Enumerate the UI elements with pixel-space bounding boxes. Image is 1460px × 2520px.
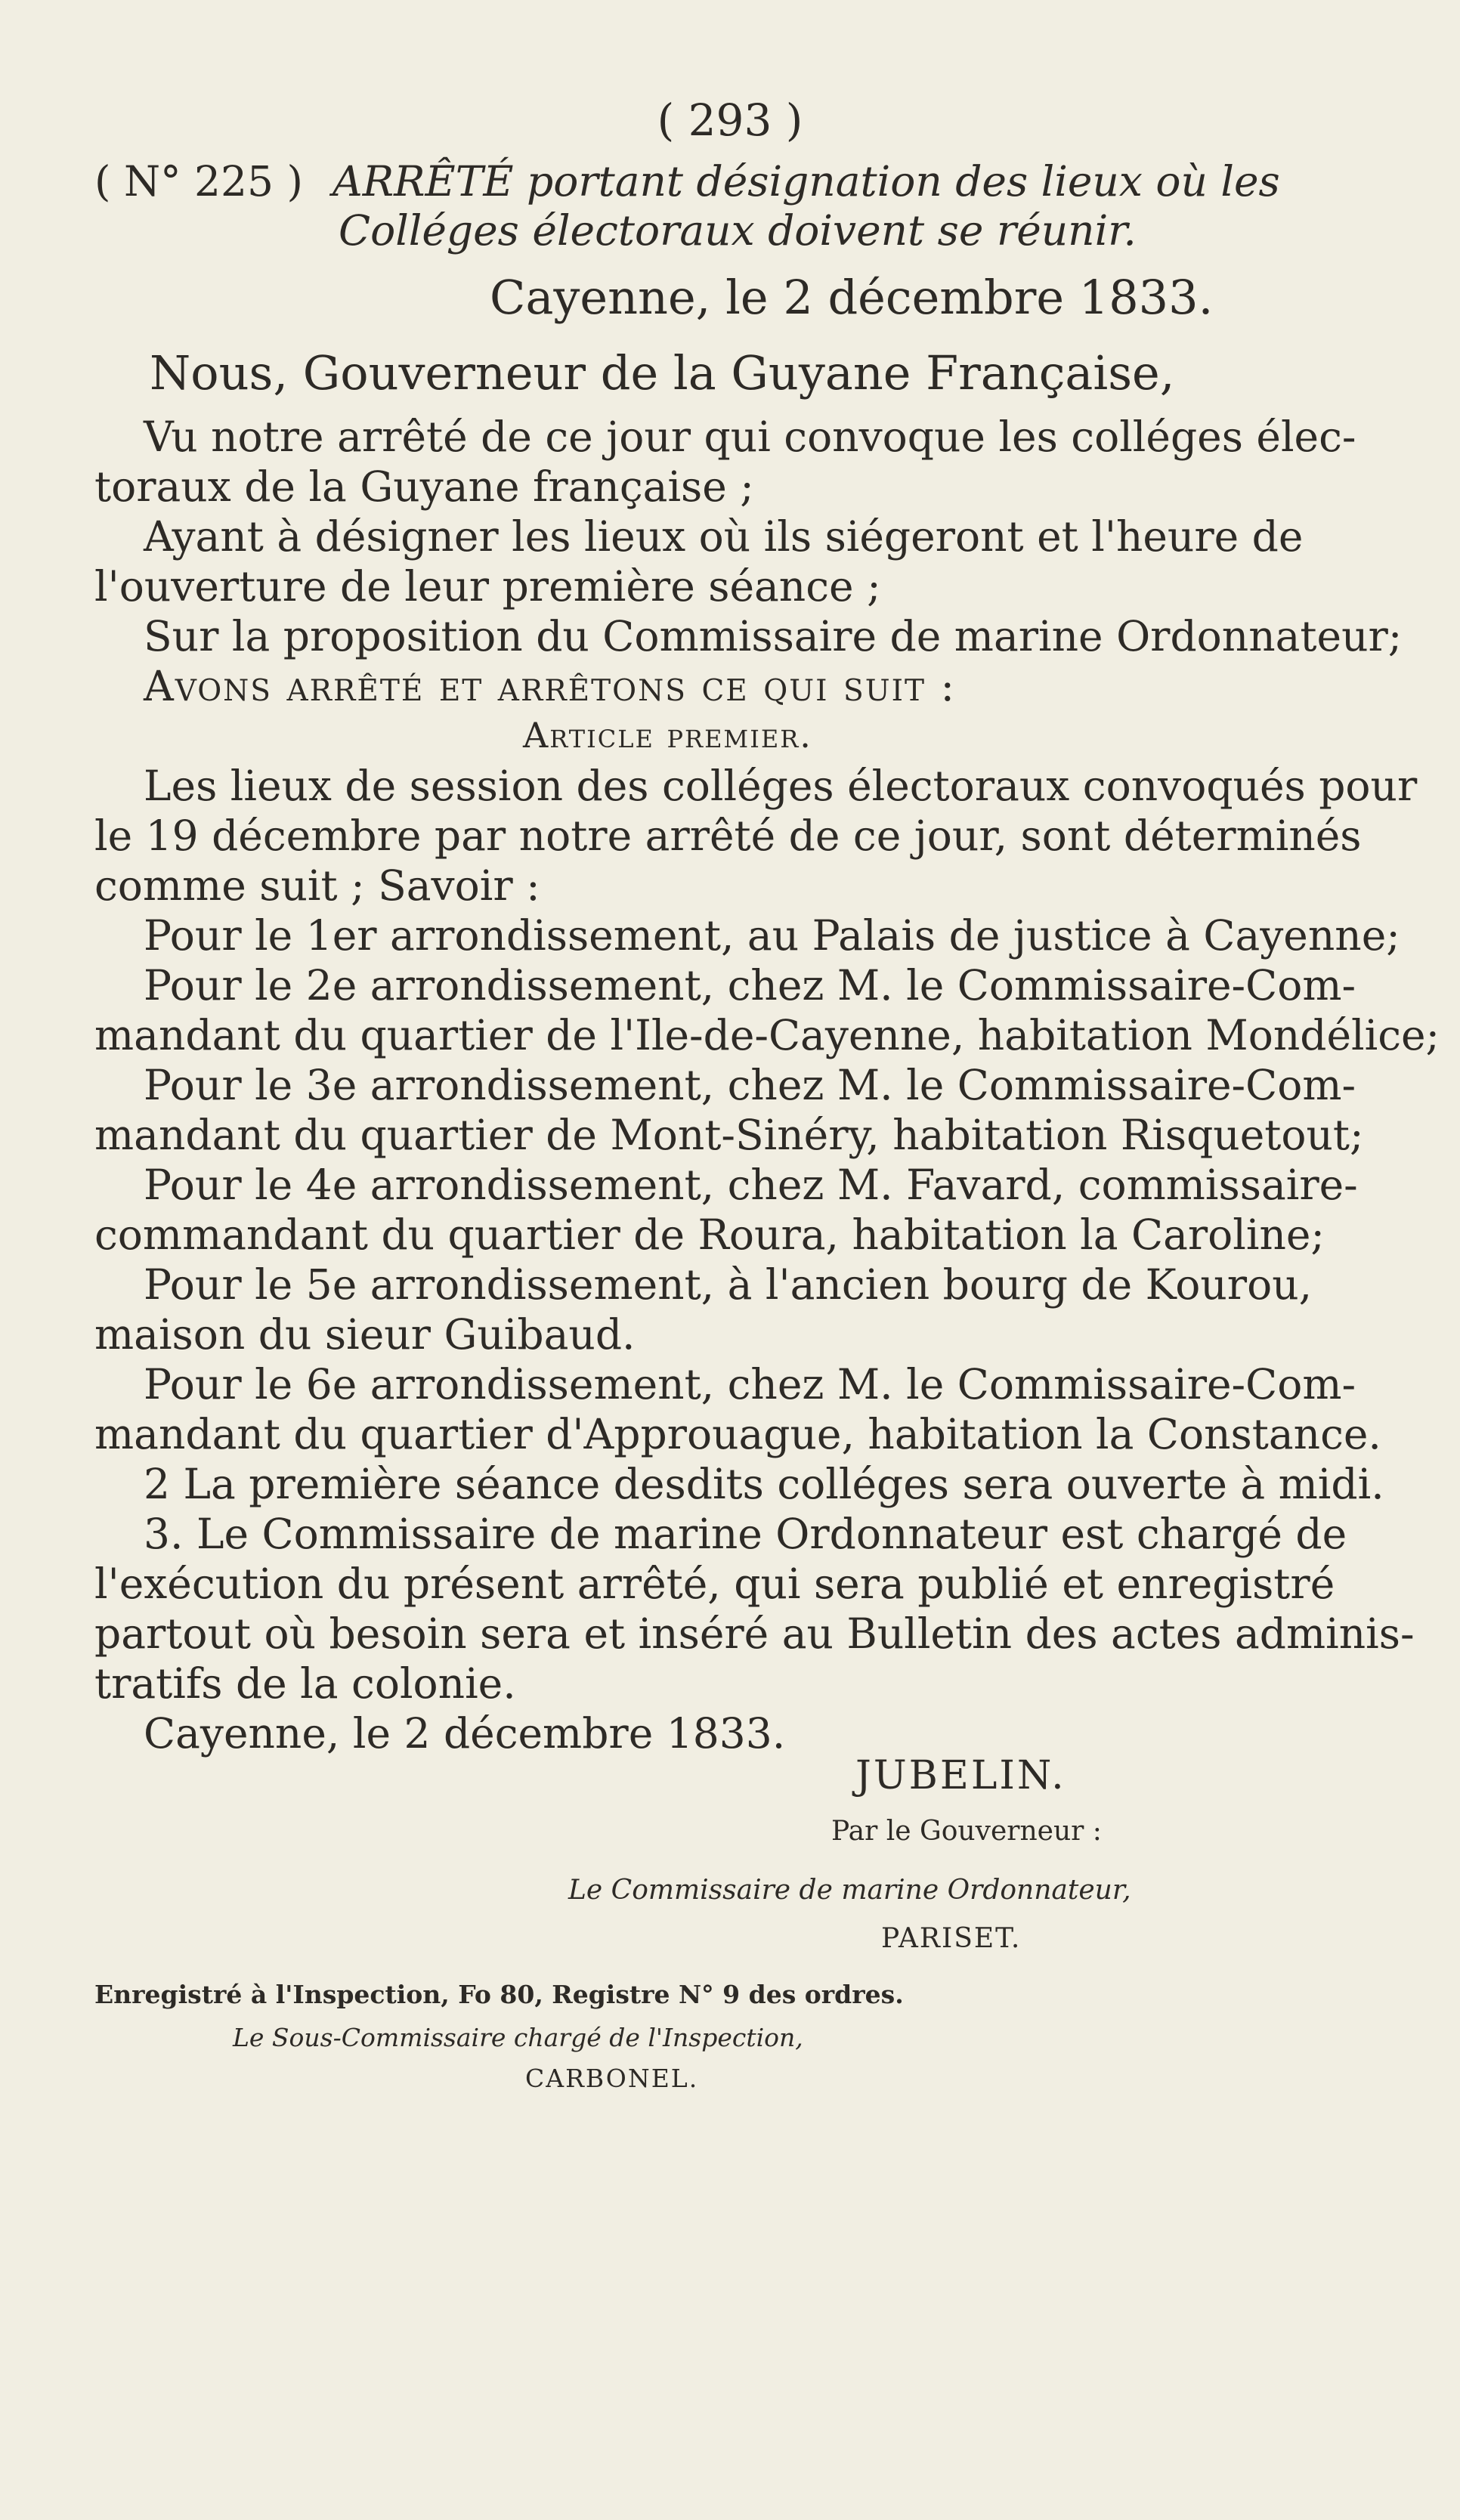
body-line: maison du sieur Guibaud.: [94, 1310, 636, 1359]
body-line: Pour le 3e arrondissement, chez M. le Commissaire-Com-: [144, 1061, 1356, 1109]
body-line: toraux de la Guyane française ;: [94, 462, 754, 511]
decree-title-line-1: ARRÊTÉ portant désignation des lieux où les: [333, 157, 1280, 206]
decree-title-line-2: Colléges électoraux doivent se réunir.: [339, 206, 1137, 255]
signature-name: JUBELIN.: [855, 1753, 1066, 1798]
body-line: Les lieux de session des colléges électoraux convoqués pour: [144, 762, 1418, 810]
body-line: tratifs de la colonie.: [94, 1659, 516, 1708]
countersign-name: PARISET.: [881, 1923, 1022, 1954]
countersign-title: Le Commissaire de marine Ordonnateur,: [568, 1875, 1131, 1906]
body-line: Sur la proposition du Commissaire de marine Ordonnateur;: [144, 612, 1403, 660]
body-line: Pour le 2e arrondissement, chez M. le Commissaire-Com-: [144, 961, 1356, 1010]
place-date-heading: Cayenne, le 2 décembre 1833.: [490, 270, 1214, 325]
registration-officer-name: CARBONEL.: [525, 2064, 699, 2093]
preamble: Nous, Gouverneur de la Guyane Française,: [150, 345, 1175, 400]
countersign-label: Par le Gouverneur :: [831, 1816, 1102, 1847]
body-line: mandant du quartier de Mont-Sinéry, habitation Risquetout;: [94, 1111, 1364, 1159]
body-line: 3. Le Commissaire de marine Ordonnateur est chargé de: [144, 1510, 1347, 1558]
body-line: Pour le 5e arrondissement, à l'ancien bourg de Kourou,: [144, 1260, 1313, 1309]
body-line: mandant du quartier d'Approuague, habitation la Constance.: [94, 1410, 1381, 1458]
registration-officer-title: Le Sous-Commissaire chargé de l'Inspection,: [233, 2023, 803, 2052]
body-line: l'exécution du présent arrêté, qui sera publié et enregistré: [94, 1560, 1335, 1608]
body-line: l'ouverture de leur première séance ;: [94, 562, 881, 611]
body-line: comme suit ; Savoir :: [94, 861, 540, 910]
article-heading: Article premier.: [523, 715, 812, 756]
body-line: Pour le 1er arrondissement, au Palais de justice à Cayenne;: [144, 911, 1400, 960]
decree-number: ( N° 225 ): [94, 157, 303, 206]
body-line: Avons arrêté et arrêtons ce qui suit :: [144, 662, 957, 710]
body-line: commandant du quartier de Roura, habitation la Caroline;: [94, 1211, 1325, 1259]
body-line: 2 La première séance desdits colléges sera ouverte à midi.: [144, 1460, 1384, 1508]
registration-line: Enregistré à l'Inspection, Fo 80, Registre N° 9 des ordres.: [94, 1980, 904, 2009]
closing-place-date: Cayenne, le 2 décembre 1833.: [144, 1709, 786, 1758]
body-line: le 19 décembre par notre arrêté de ce jour, sont déterminés: [94, 812, 1362, 860]
body-line: mandant du quartier de l'Ile-de-Cayenne, habitation Mondélice;: [94, 1011, 1440, 1059]
page-number: ( 293 ): [657, 94, 803, 146]
body-line: Pour le 4e arrondissement, chez M. Favard, commissaire-: [144, 1161, 1358, 1209]
body-line: Pour le 6e arrondissement, chez M. le Commissaire-Com-: [144, 1360, 1356, 1408]
body-line: Vu notre arrêté de ce jour qui convoque les colléges élec-: [144, 413, 1356, 461]
body-line: Ayant à désigner les lieux où ils siégeront et l'heure de: [144, 512, 1304, 561]
body-line: partout où besoin sera et inséré au Bulletin des actes adminis-: [94, 1609, 1415, 1658]
